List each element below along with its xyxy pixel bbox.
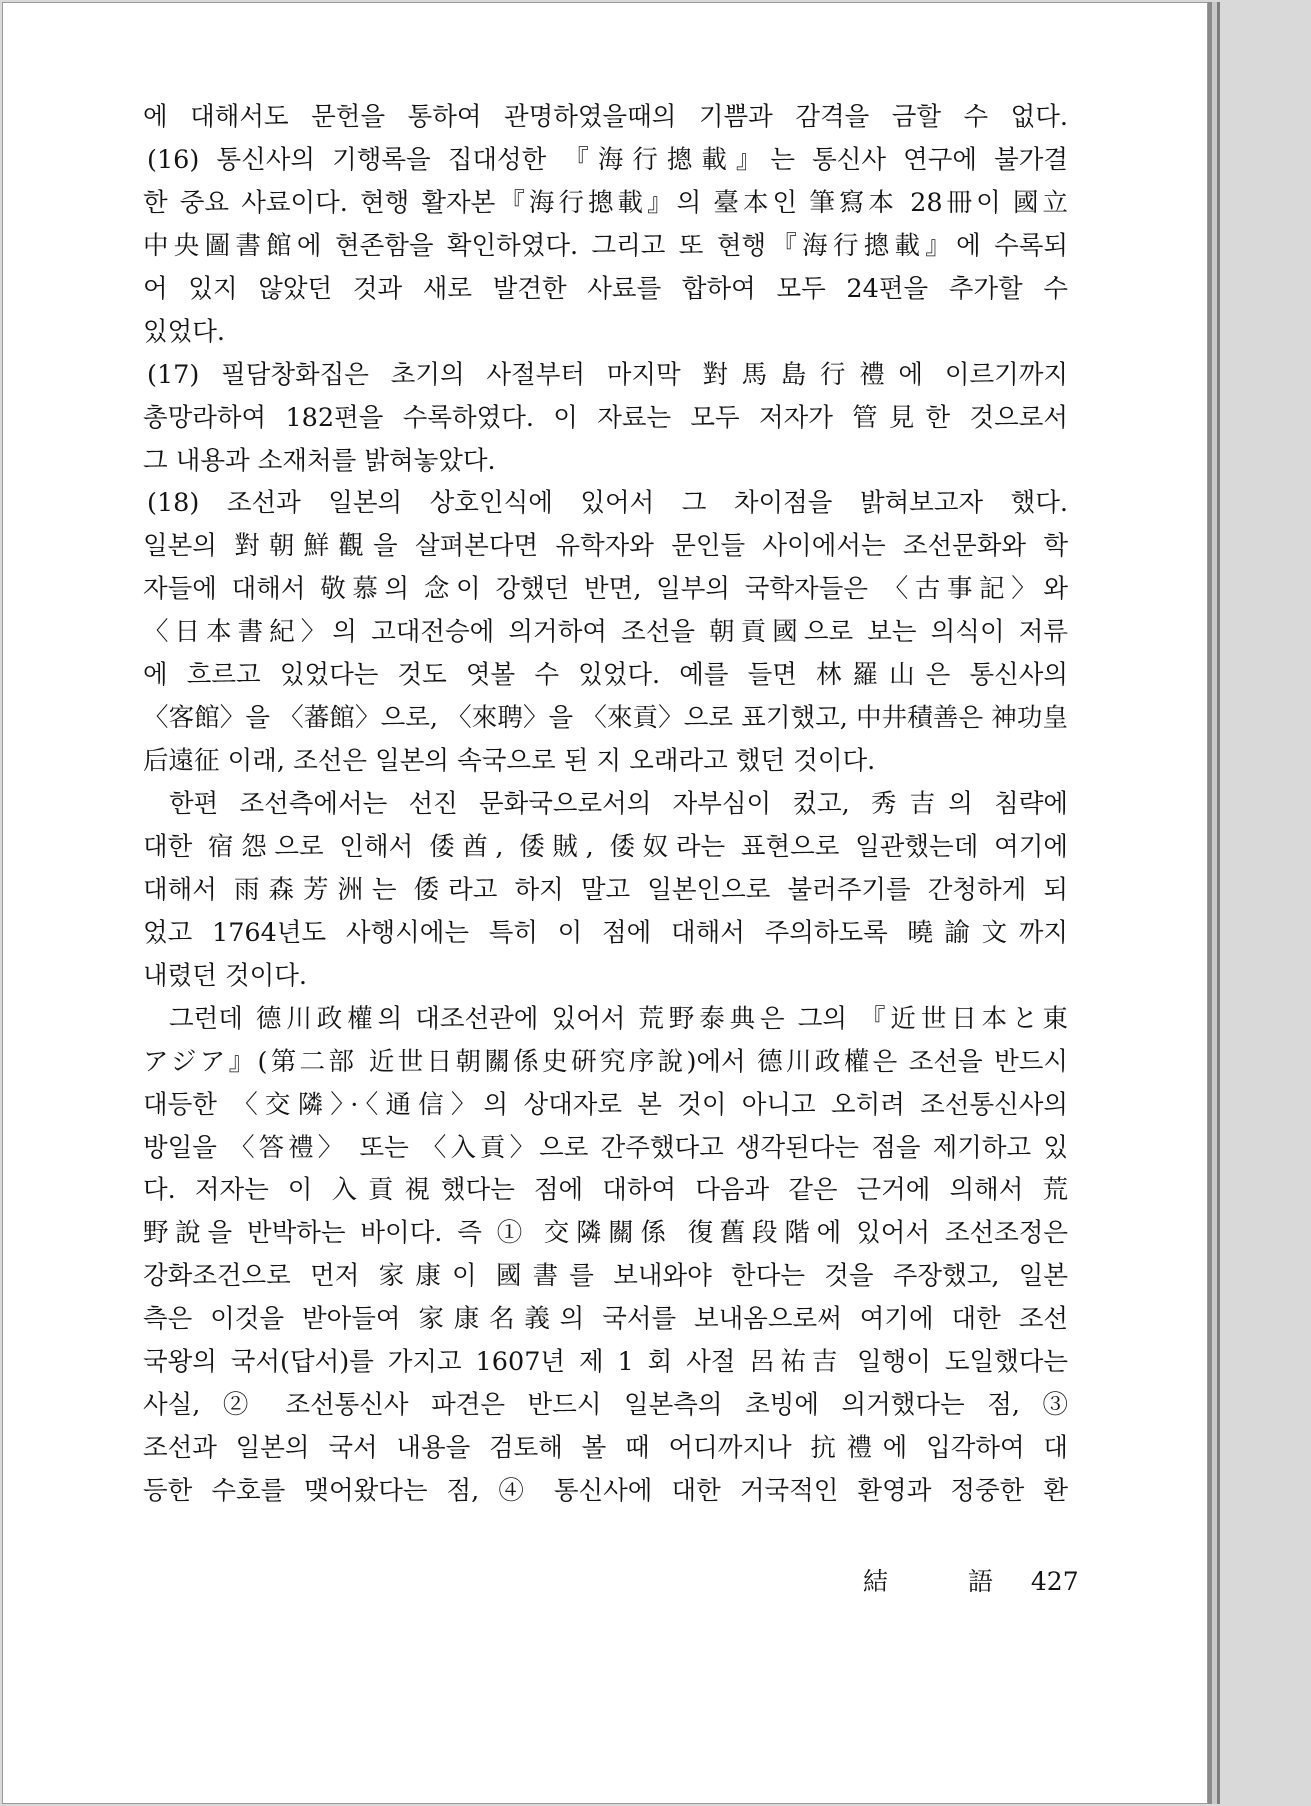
page-footer [863, 1562, 1079, 1598]
text-line: 에 대해서도 문헌을 통하여 관명하였을때의 기쁨과 감격을 금할 수 없다. [143, 102, 1068, 132]
text-line: 대해서 雨森芳洲는 倭라고 하지 말고 일본인으로 불러주기를 간청하게 되 [143, 874, 1068, 905]
text-line: 었고 1764년도 사행시에는 특히 이 점에 대해서 주의하도록 曉諭文까지 [143, 917, 1068, 948]
text-line: 〈客館〉을 〈蕃館〉으로, 〈來聘〉을 〈來貢〉으로 표기했고, 中井積善은 神功皇 [143, 703, 1068, 734]
text-line: 사실, ② 조선통신사 파견은 반드시 일본측의 초빙에 의거했다는 점, ③ [143, 1390, 1068, 1421]
text-line: 등한 수호를 맺어왔다는 점, ④ 통신사에 대한 거국적인 환영과 정중한 환 [143, 1476, 1068, 1506]
text-line: 대등한 〈交隣〉·〈通信〉의 상대자로 본 것이 아니고 오히려 조선통신사의 [143, 1089, 1068, 1120]
text-line: 野說을 반박하는 바이다. 즉 ① 交隣關係 復舊段階에 있어서 조선조정은 [143, 1218, 1068, 1249]
text-line: 자들에 대해서 敬慕의 念이 강했던 반면, 일부의 국학자들은 〈古事記〉와 [143, 574, 1068, 605]
text-line: アジア』(第二部 近世日朝關係史硏究序說)에서 德川政權은 조선을 반드시 [143, 1046, 1068, 1077]
text-line: 대한 宿怨으로 인해서 倭酋, 倭賊, 倭奴라는 표현으로 일관했는데 여기에 [143, 831, 1068, 862]
text-line: 강화조건으로 먼저 家康이 國書를 보내와야 한다는 것을 주장했고, 일본 [143, 1261, 1068, 1292]
text-line: 다. 저자는 이 入貢視했다는 점에 대하여 다음과 같은 근거에 의해서 荒 [143, 1175, 1068, 1206]
text-line: 방일을 〈答禮〉 또는 〈入貢〉으로 간주했다고 생각된다는 점을 제기하고 있 [143, 1132, 1068, 1163]
book-page [2, 2, 1208, 1804]
page-number: 427 [1030, 1567, 1079, 1596]
text-line: 일본의 對朝鮮觀을 살펴본다면 유학자와 문인들 사이에서는 조선문화와 학 [143, 531, 1068, 562]
body-text [143, 96, 1068, 1513]
text-line: 내렸던 것이다. [143, 960, 308, 991]
text-line: 〈日本書紀〉의 고대전승에 의거하여 조선을 朝貢國으로 보는 의식이 저류 [143, 617, 1068, 648]
text-line: 中央圖書館에 현존함을 확인하였다. 그리고 또 현행『海行摠載』에 수록되 [143, 230, 1068, 261]
running-title: 結 語 [863, 1567, 1029, 1596]
text-line: 있었다. [143, 316, 226, 347]
text-line: (17) 필담창화집은 초기의 사절부터 마지막 對馬島行禮에 이르기까지 [147, 359, 1068, 390]
text-line: 총망라하여 182편을 수록하였다. 이 자료는 모두 저자가 管見한 것으로서 [143, 402, 1068, 433]
text-line: 에 흐르고 있었다는 것도 엿볼 수 있었다. 예를 들면 林羅山은 통신사의 [143, 660, 1068, 691]
text-line: 그 내용과 소재처를 밝혀놓았다. [143, 445, 496, 476]
text-line: 측은 이것을 받아들여 家康名義의 국서를 보내옴으로써 여기에 대한 조선 [143, 1304, 1068, 1335]
text-line: 한 중요 사료이다. 현행 활자본『海行摠載』의 臺本인 筆寫本 28冊이 國立 [143, 187, 1068, 218]
text-line: 그런데 德川政權의 대조선관에 있어서 荒野泰典은 그의 『近世日本と東 [169, 1003, 1068, 1034]
text-line: 국왕의 국서(답서)를 가지고 1607년 제 1 회 사절 呂祐吉 일행이 도일했다는 [143, 1347, 1068, 1378]
text-line: 한편 조선측에서는 선진 문화국으로서의 자부심이 컸고, 秀吉의 침략에 [169, 789, 1068, 819]
text-line: (18) 조선과 일본의 상호인식에 있어서 그 차이점을 밝혀보고자 했다. [147, 488, 1068, 519]
text-line: (16) 통신사의 기행록을 집대성한 『海行摠載』는 통신사 연구에 불가결 [147, 144, 1068, 175]
text-line: 后遠征 이래, 조선은 일본의 속국으로 된 지 오래라고 했던 것이다. [143, 746, 876, 777]
text-line: 조선과 일본의 국서 내용을 검토해 볼 때 어디까지나 抗禮에 입각하여 대 [143, 1433, 1068, 1464]
text-line: 어 있지 않았던 것과 새로 발견한 사료를 합하여 모두 24편을 추가할 수 [143, 273, 1068, 304]
